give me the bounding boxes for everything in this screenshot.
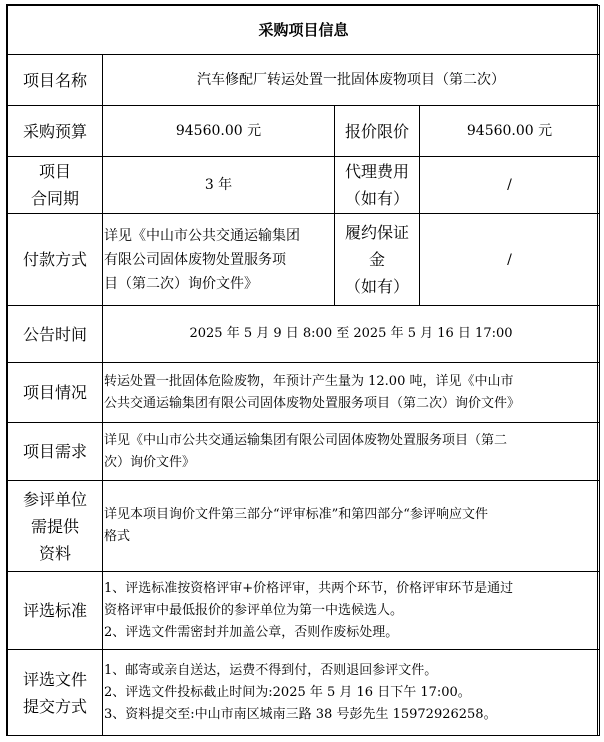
- evaluation-criteria-value: [103, 572, 600, 650]
- submission-label-line: 提交方式: [22, 696, 87, 716]
- bidder-documents-label-line: 资料: [38, 543, 71, 563]
- evaluation-criteria-line: 资格评审中最低报价的参评单位为第一中选候选人。: [104, 602, 404, 618]
- project-name-row: [8, 55, 600, 106]
- budget-label: 采购预算: [8, 106, 103, 157]
- announcement-time-value: 2025 年 5 月 9 日 8:00 至 2025 年 5 月 16 日 17:00: [103, 306, 600, 363]
- submission-value: [103, 650, 600, 736]
- submission-label-line: 评选文件: [22, 669, 87, 689]
- bidder-documents-label-line: 参评单位: [22, 489, 87, 509]
- procurement-info-table: [6, 4, 598, 736]
- submission-label: [8, 650, 103, 736]
- agency-fee-label-line: 代理费用: [344, 162, 409, 181]
- bidder-documents-line: 详见本项目询价文件第三部分“评审标准”和第四部分“参评响应文件: [104, 507, 488, 522]
- project-requirement-line: 详见《中山市公共交通运输集团有限公司固体废物处置服务项目（第二: [104, 432, 508, 448]
- submission-row: [8, 650, 600, 736]
- title-row: [8, 6, 600, 55]
- agency-fee-label: [335, 157, 420, 214]
- payment-label: 付款方式: [8, 214, 103, 306]
- project-situation-value: [103, 363, 600, 423]
- budget-value: 94560.00 元: [103, 106, 335, 157]
- evaluation-criteria-label: 评选标准: [8, 572, 103, 650]
- bidder-documents-label: [8, 481, 103, 572]
- project-situation-line: 转运处置一批固体危险废物，年预计产生量为 12.00 吨，详见《中山市: [104, 373, 514, 389]
- contract-period-row: [8, 157, 600, 214]
- evaluation-criteria-row: [8, 572, 600, 650]
- agency-fee-label-line: （如有）: [344, 189, 409, 208]
- submission-line: 3、资料提交至:中山市南区城南三路 38 号彭先生 15972926258。: [104, 706, 497, 722]
- payment-row: [8, 214, 600, 306]
- contract-period-label-line: 合同期: [30, 189, 79, 208]
- agency-fee-value: /: [420, 157, 600, 214]
- bidder-documents-label-line: 需提供: [30, 516, 79, 536]
- project-name-label: 项目名称: [8, 55, 103, 106]
- performance-bond-value: /: [420, 214, 600, 306]
- project-situation-line: 公共交通运输集团有限公司固体废物处置服务项目（第二次）询价文件》: [104, 395, 521, 411]
- project-requirement-row: [8, 423, 600, 481]
- payment-value-line: 详见《中山市公共交通运输集团: [104, 227, 300, 244]
- bidder-documents-value: [103, 481, 600, 572]
- performance-bond-label: [335, 214, 420, 306]
- submission-line: 2、评选文件投标截止时间为:2025 年 5 月 16 日下午 17:00。: [104, 684, 471, 700]
- bidder-documents-row: [8, 481, 600, 572]
- submission-line: 1、邮寄或亲自送达，运费不得到付，否则退回参评文件。: [104, 662, 438, 678]
- evaluation-criteria-line: 1、评选标准按资格评审+价格评审，共两个环节，价格评审环节是通过: [104, 580, 514, 596]
- table-title: 采购项目信息: [8, 6, 600, 55]
- announcement-time-label: 公告时间: [8, 306, 103, 363]
- payment-value: [103, 214, 335, 306]
- announcement-time-row: [8, 306, 600, 363]
- budget-row: [8, 106, 600, 157]
- performance-bond-label-line: 履约保证: [344, 223, 409, 242]
- contract-period-label: [8, 157, 103, 214]
- evaluation-criteria-line: 2、评选文件需密封并加盖公章，否则作废标处理。: [104, 624, 399, 640]
- project-requirement-value: [103, 423, 600, 481]
- project-name-value: 汽车修配厂转运处置一批固体废物项目（第二次）: [103, 55, 600, 106]
- contract-period-label-line: 项目: [38, 162, 71, 181]
- project-situation-row: [8, 363, 600, 423]
- project-requirement-label: 项目需求: [8, 423, 103, 481]
- price-limit-label: 报价限价: [335, 106, 420, 157]
- project-requirement-line: 次）询价文件》: [104, 454, 196, 470]
- price-limit-value: 94560.00 元: [420, 106, 600, 157]
- performance-bond-label-line: 金: [368, 250, 385, 269]
- payment-value-line: 目（第二次）询价文件》: [104, 275, 258, 292]
- project-situation-label: 项目情况: [8, 363, 103, 423]
- payment-value-line: 有限公司固体废物处置服务项: [104, 251, 286, 268]
- performance-bond-label-line: （如有）: [344, 277, 409, 296]
- bidder-documents-line: 格式: [104, 529, 131, 544]
- contract-period-value: 3 年: [103, 157, 335, 214]
